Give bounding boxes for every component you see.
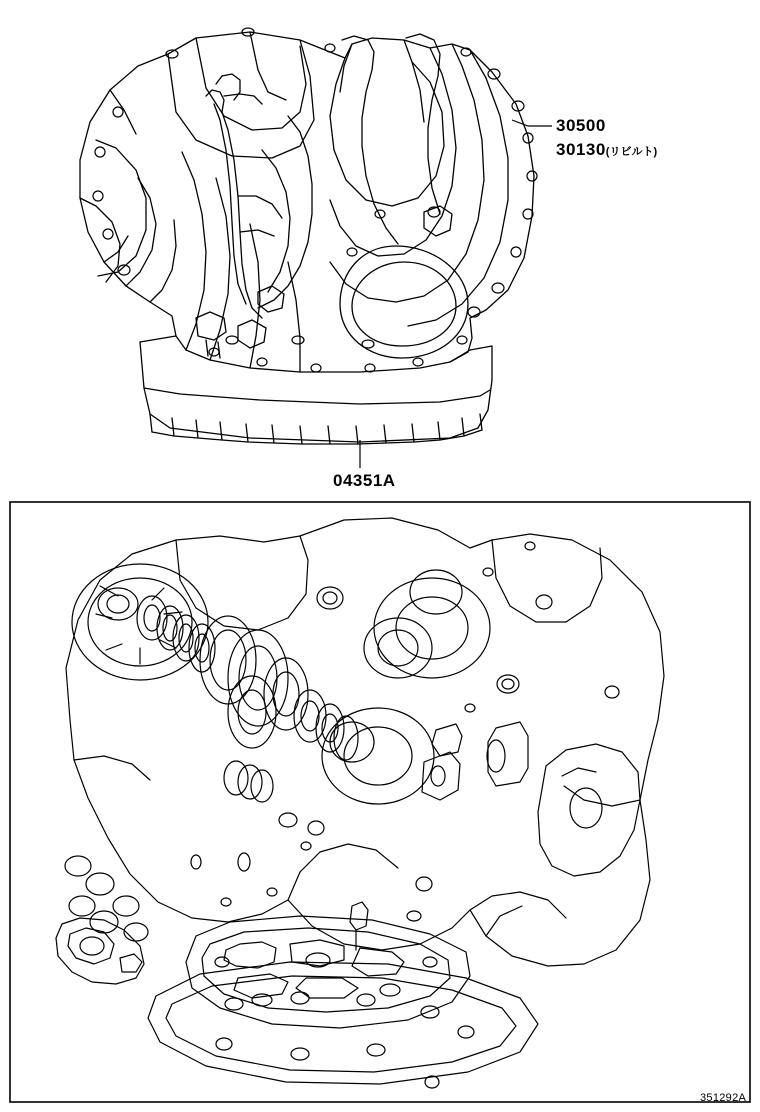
diagram-id: 351292A: [700, 1092, 747, 1104]
transaxle-assembly-drawing: [80, 28, 537, 444]
part-number-30130-value: 30130: [556, 140, 606, 159]
part-number-30500: 30500: [556, 116, 606, 135]
leader-line-30500: [512, 120, 552, 126]
gasket-kit-drawing: [56, 518, 664, 1088]
part-number-30130-note: (リビルト): [605, 146, 658, 158]
part-number-04351A: 04351A: [333, 471, 396, 490]
part-number-30130: [556, 140, 657, 160]
